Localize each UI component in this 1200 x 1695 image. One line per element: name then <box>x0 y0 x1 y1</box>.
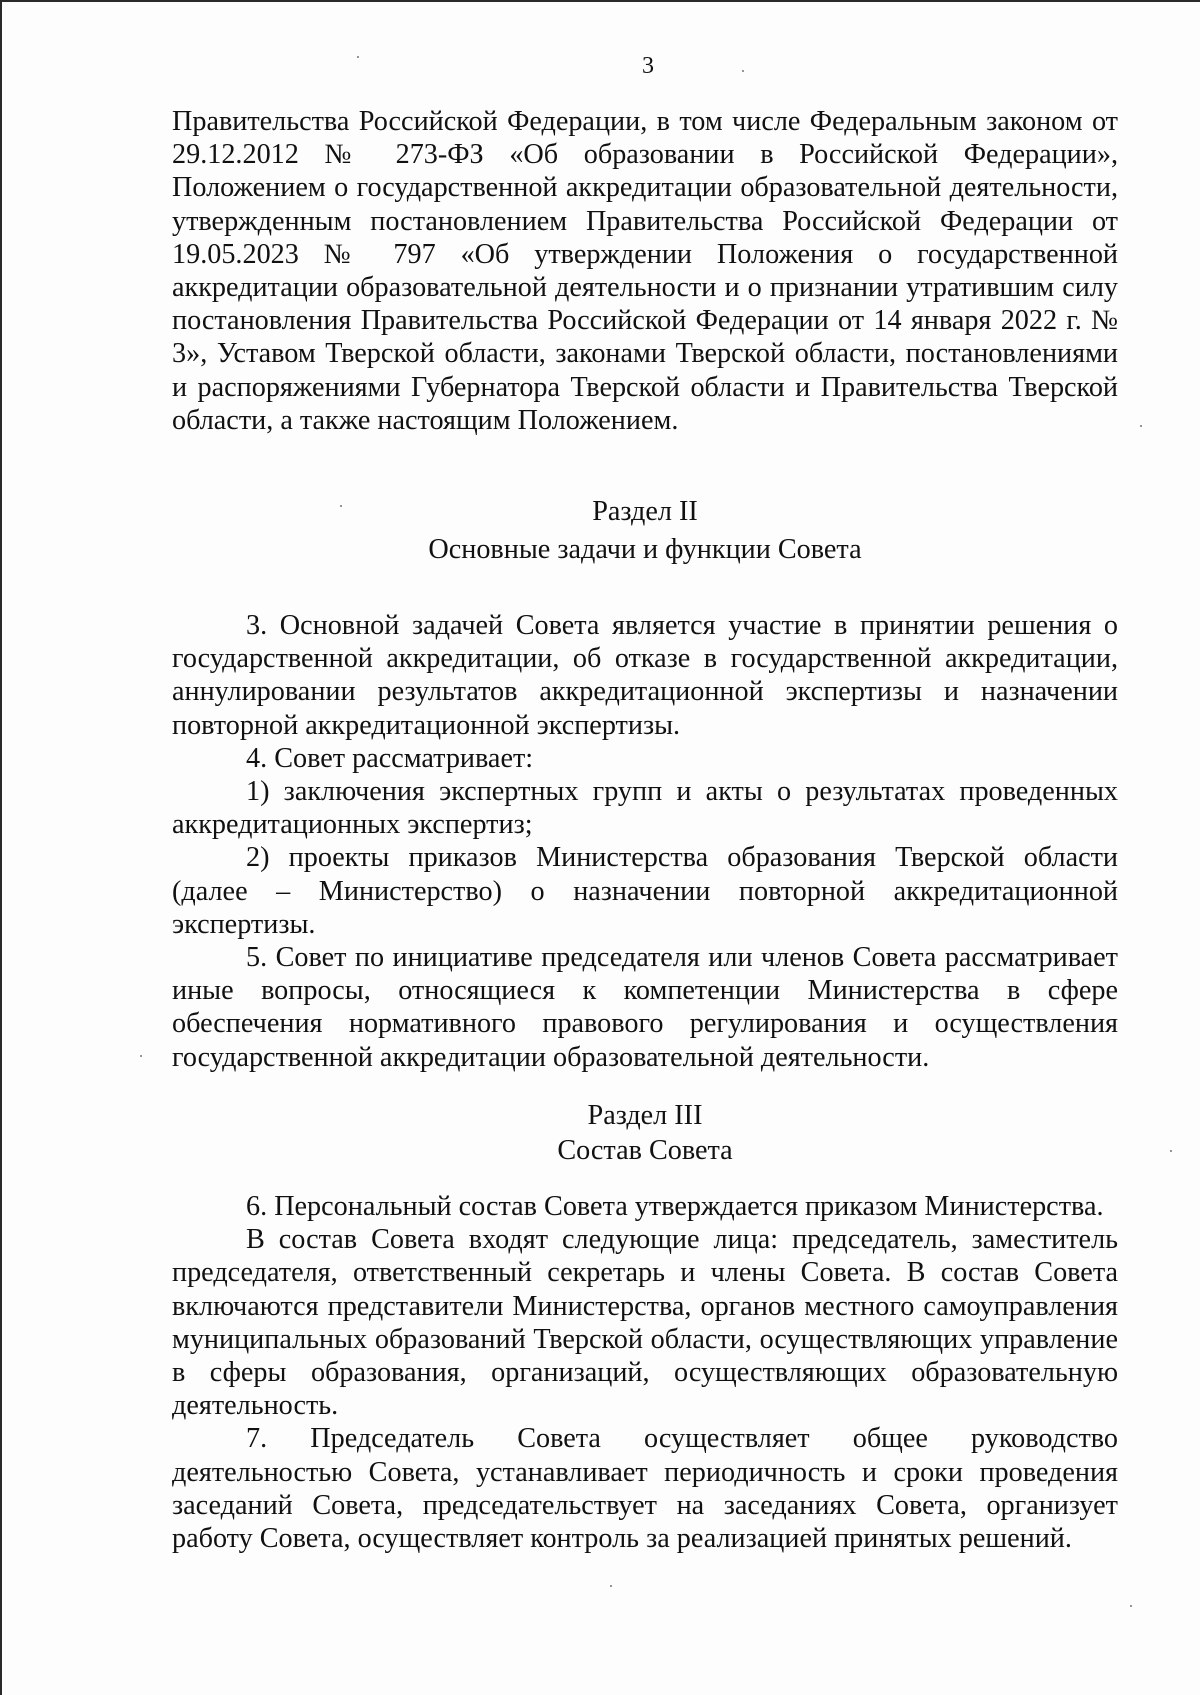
scan-speck <box>1130 1605 1132 1607</box>
paragraph-6: 6. Персональный состав Совета утверждается приказом Министерства. <box>246 1191 1104 1222</box>
paragraph-4: 4. Совет рассматривает: <box>246 742 534 774</box>
paragraph-7: 7. Председатель Совета осуществляет общее руководство деятельностью Совета, устанавливает периодичность и сроки проведения заседаний Совета, председательствует на заседаниях Совета, организует работу Совета, осуществляет контроль за реализацией принятых решений. <box>172 1423 1118 1555</box>
section-3-label: Раздел III <box>587 1100 703 1131</box>
paragraph-3: 3. Основной задачей Совета является участие в принятии решения о государственной аккредитации, об отказе в государственной аккредитации, аннулировании результатов аккредитационной экспертизы и назначении повторной аккредитационной экспертизы. <box>172 610 1118 741</box>
intro-block <box>172 105 1118 437</box>
paragraph-4-item-2: 2) проекты приказов Министерства образования Тверской области (далее – Министерство) о назначении повторной аккредитационной экспертизы. <box>172 842 1118 940</box>
paragraph-4-item-1: 1) заключения экспертных групп и акты о результатах проведенных аккредитационных экспертиз; <box>172 776 1118 841</box>
section-2-label: Раздел II <box>592 496 698 527</box>
section-3-title: Состав Совета <box>557 1135 733 1166</box>
section-3-body <box>172 1190 1118 1555</box>
paragraph-5: 5. Совет по инициативе председателя или членов Совета рассматривает иные вопросы, относящиеся к компетенции Министерства в сфере обеспечения нормативного правового регулирования и осуществления государственной аккредитации образовательной деятельности. <box>172 942 1118 1073</box>
section-2-body <box>172 609 1118 1074</box>
scan-speck <box>1170 1150 1172 1152</box>
scan-speck <box>357 56 359 58</box>
scan-speck <box>742 70 744 72</box>
page-number: 3 <box>642 53 654 79</box>
paragraph-6-composition: В состав Совета входят следующие лица: председатель, заместитель председателя, ответственный секретарь и члены Совета. В состав Совета включаются представители Министерства, органов местного самоуправления муниципальных образований Тверской области, осуществляющих управление в сферы образования, организаций, осуществляющих образовательную деятельность. <box>172 1224 1118 1422</box>
scan-speck <box>340 505 342 507</box>
scan-speck <box>1140 425 1142 427</box>
section-2-title: Основные задачи и функции Совета <box>428 534 862 565</box>
scan-border-left <box>0 0 2 1695</box>
paragraph-intro: Правительства Российской Федерации, в том числе Федеральным законом от 29.12.2012 № 273-ФЗ «Об образовании в Российской Федерации», Положением о государственной аккредитации образовательной деятельности, утвержденным постановлением Правительства Российской Федерации от 19.05.2023 № 797 «Об утверждении Положения о государственной аккредитации образовательной деятельности и о признании утратившим силу постановления Правительства Российской Федерации от 14 января 2022 г. № 3», Уставом Тверской области, законами Тверской области, постановлениями и распоряжениями Губернатора Тверской области и Правительства Тверской области, а также настоящим Положением. <box>172 106 1118 436</box>
scan-speck <box>610 1585 612 1587</box>
scan-speck <box>140 1055 142 1057</box>
scan-border-top <box>0 0 1200 2</box>
